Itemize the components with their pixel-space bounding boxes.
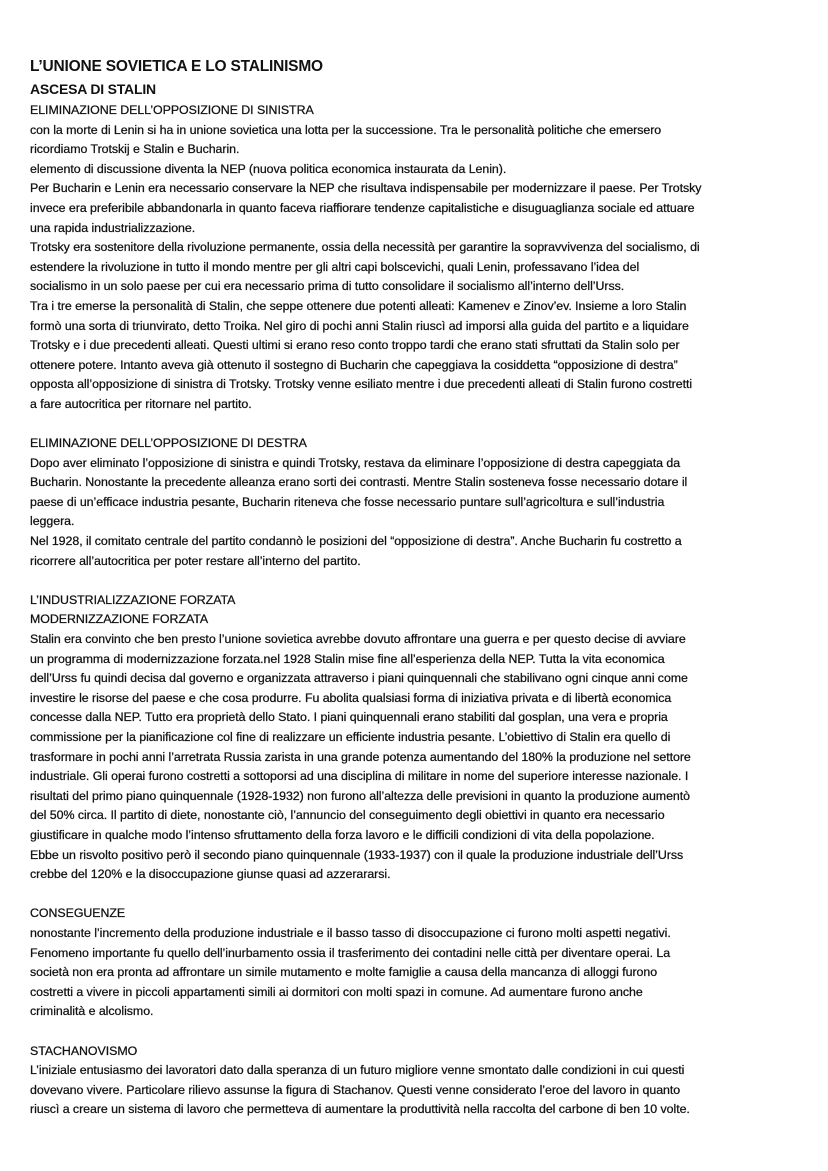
blank-line [30, 415, 820, 435]
text-line: giustificare in qualche modo l’intenso sfruttamento della forza lavoro e le difficili condizioni di vita della popolazione. [30, 827, 655, 842]
section-heading: STACHANOVISMO [30, 1043, 138, 1058]
text-line: Tra i tre emerse la personalità di Stalin, che seppe ottenere due potenti alleati: Kamenev e Zinov’ev. Insieme a loro Stalin [30, 298, 687, 313]
text-line: costretti a vivere in piccoli appartamenti simili ai dormitori con molti spazi in comune. Ad aumentare furono anche [30, 984, 643, 999]
section-heading: ELIMINAZIONE DELL’OPPOSIZIONE DI DESTRA [30, 436, 307, 451]
text-line: leggera. [30, 514, 75, 529]
document [30, 55, 820, 1120]
text-line: formò una sorta di triunvirato, detto Troika. Nel giro di pochi anni Stalin riuscì ad imporsi alla guida del partito e a liquidare [30, 318, 689, 333]
text-line: nonostante l’incremento della produzione industriale e il basso tasso di disoccupazione ci furono molti aspetti negativi. [30, 925, 671, 940]
text-line: un programma di modernizzazione forzata.nel 1928 Stalin mise fine all’esperienza della NEP. Tutta la vita economica [30, 651, 665, 666]
text-line: Trotsky era sostenitore della rivoluzione permanente, ossia della necessità per garantire la sopravvivenza del socialismo, di [30, 240, 700, 255]
text-line: Stalin era convinto che ben presto l’unione sovietica avrebbe dovuto affrontare una guerra e per questo decise di avviare [30, 632, 686, 647]
document-body [30, 101, 820, 1120]
text-line: investire le risorse del paese e che cosa produrre. Fu abolita qualsiasi forma di iniziativa privata e di libertà economica [30, 690, 672, 705]
section-heading: MODERNIZZAZIONE FORZATA [30, 612, 209, 627]
text-line: elemento di discussione diventa la NEP (nuova politica economica instaurata da Lenin). [30, 161, 507, 176]
text-line: opposta all’opposizione di sinistra di Trotsky. Trotsky venne esiliato mentre i due precedenti alleati di Stalin furono costretti [30, 377, 693, 392]
blank-line [30, 1022, 820, 1042]
text-line: trasformare in pochi anni l’arretrata Russia zarista in una grande potenza aumentando del 180% la produzione nel settore [30, 749, 691, 764]
text-line: Per Bucharin e Lenin era necessario conservare la NEP che risultava indispensabile per modernizzare il paese. Per Trotsky [30, 181, 702, 196]
text-line: industriale. Gli operai furono costretti a sottoporsi ad una disciplina di militare in nome del superiore interesse nazionale. I [30, 769, 689, 784]
text-line: a fare autocritica per ritornare nel partito. [30, 396, 252, 411]
text-line: crebbe del 120% e la disoccupazione giunse quasi ad azzerararsi. [30, 867, 391, 882]
blank-line [30, 571, 820, 591]
text-line: dell’Urss fu quindi decisa dal governo e organizzata attraverso i piani quinquennali che stabilivano ogni cinque anni come [30, 671, 688, 686]
text-line: Bucharin. Nonostante la precedente alleanza erano sorti dei contrasti. Mentre Stalin sosteneva fosse necessario dotare il [30, 475, 688, 490]
text-line: ricorrere all’autocritica per poter restare all’interno del partito. [30, 553, 361, 568]
text-line: paese di un’efficace industria pesante, Bucharin riteneva che fosse necessario puntare sull’agricoltura e sull’industria [30, 494, 665, 509]
text-line: socialismo in un solo paese per cui era necessario prima di tutto consolidare il socialismo all’interno dell’Urss. [30, 279, 625, 294]
page-title: L’UNIONE SOVIETICA E LO STALINISMO [30, 58, 323, 75]
text-line: commissione per la pianificazione col fine di realizzare un efficiente industria pesante. L’obiettivo di Stalin era quello di [30, 730, 671, 744]
text-line: con la morte di Lenin si ha in unione sovietica una lotta per la successione. Tra le personalità politiche che emersero [30, 122, 662, 137]
text-line: Fenomeno importante fu quello dell’inurbamento ossia il trasferimento dei contadini nelle città per diventare operai. La [30, 945, 671, 960]
page-subtitle: ASCESA DI STALIN [30, 81, 156, 97]
text-line: società non era pronta ad affrontare un simile mutamento e molte famiglie a causa della mancanza di alloggi furono [30, 965, 658, 980]
text-line: ricordiamo Trotskij e Stalin e Bucharin. [30, 142, 240, 157]
text-line: criminalità e alcolismo. [30, 1004, 154, 1019]
text-line: concesse dalla NEP. Tutto era proprietà dello Stato. I piani quinquennali erano stabiliti dal gosplan, una vera e propria [30, 710, 668, 725]
text-line: L’iniziale entusiasmo dei lavoratori dato dalla speranza di un futuro migliore venne smontato dalle condizioni in cui questi [30, 1063, 685, 1078]
text-line: risultati del primo piano quinquennale (1928-1932) non furono all’altezza delle previsioni in quanto la produzione aumentò [30, 788, 690, 803]
text-line: estendere la rivoluzione in tutto il mondo mentre per gli altri capi bolscevichi, quali Lenin, professavano l’idea del [30, 259, 640, 274]
text-line: riuscì a creare un sistema di lavoro che permetteva di aumentare la produttività nella raccolta del carbone di ben 10 volte. [30, 1102, 690, 1117]
text-line: Dopo aver eliminato l’opposizione di sinistra e quindi Trotsky, restava da eliminare l’opposizione di destra capeggiata da [30, 455, 681, 470]
blank-line [30, 885, 820, 905]
text-line: ottenere potere. Intanto aveva già ottenuto il sostegno di Bucharin che capeggiava la cosiddetta “opposizione di destra” [30, 357, 678, 372]
text-line: Ebbe un risvolto positivo però il secondo piano quinquennale (1933-1937) con il quale la produzione industriale dell’Urss [30, 847, 684, 862]
text-line: del 50% circa. Il partito di diete, nonostante ciò, l’annuncio del conseguimento degli obiettivi in quanto era necessario [30, 808, 665, 823]
text-line: una rapida industrializzazione. [30, 220, 196, 235]
text-line: dovevano vivere. Particolare rilievo assunse la figura di Stachanov. Questi venne considerato l’eroe del lavoro in quanto [30, 1082, 681, 1097]
section-heading: CONSEGUENZE [30, 906, 126, 921]
section-heading: ELIMINAZIONE DELL’OPPOSIZIONE DI SINISTRA [30, 103, 314, 117]
text-line: Nel 1928, il comitato centrale del partito condannò le posizioni del “opposizione di destra”. Anche Bucharin fu costretto a [30, 534, 682, 549]
text-line: invece era preferibile abbandonarla in quanto faceva riaffiorare tendenze capitalistiche e disuguaglianza sociale ed attuare [30, 200, 695, 215]
section-heading: L’INDUSTRIALIZZAZIONE FORZATA [30, 592, 236, 607]
text-line: Trotsky e i due precedenti alleati. Questi ultimi si erano reso conto troppo tardi che erano stati sfruttati da Stalin solo per [30, 338, 680, 353]
